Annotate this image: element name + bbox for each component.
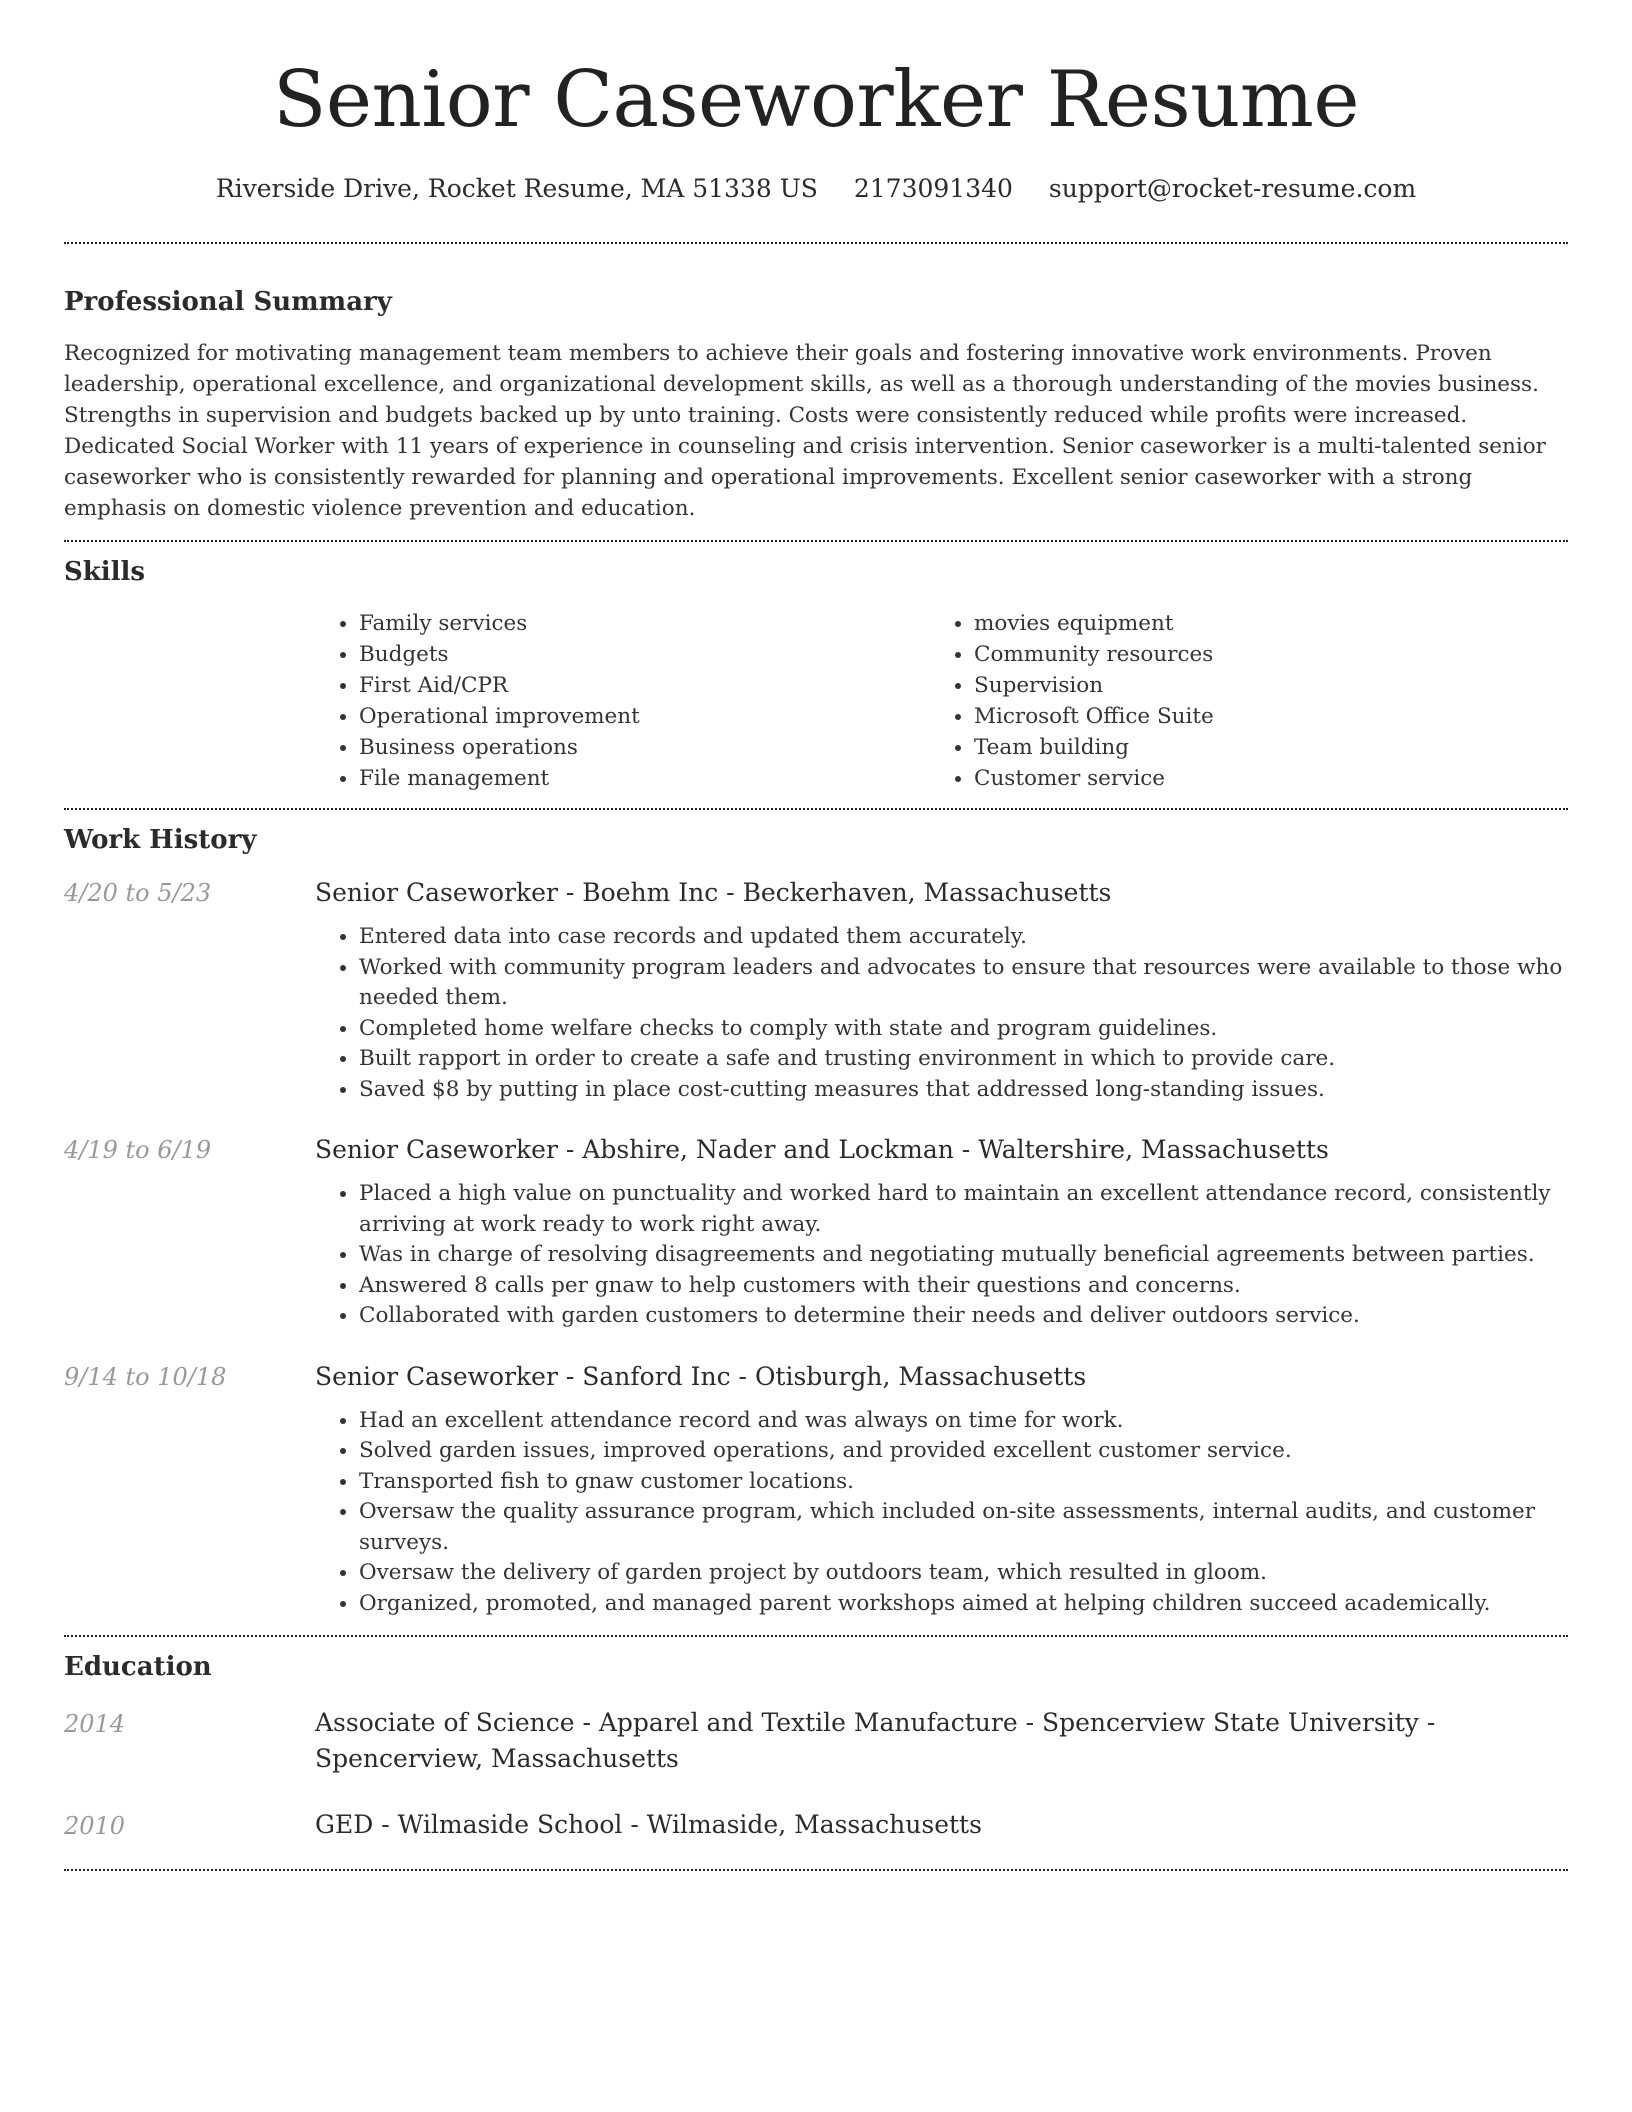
skills-column-left bbox=[315, 608, 930, 794]
education-year: 2014 bbox=[64, 1710, 126, 1738]
job-bullet: • Saved $8 by putting in place cost-cutting measures that addressed long-standing issues. bbox=[359, 1075, 1568, 1106]
job-bullet: • Completed home welfare checks to comply with state and program guidelines. bbox=[359, 1014, 1568, 1045]
job-bullet: • Worked with community program leaders and advocates to ensure that resources were available to those who needed them. bbox=[359, 953, 1568, 1014]
job-location: Otisburgh, Massachusetts bbox=[754, 1361, 1087, 1391]
education-degree: GED bbox=[315, 1810, 374, 1839]
skill-item: • First Aid/CPR bbox=[359, 670, 930, 701]
skill-item: • Family services bbox=[359, 608, 930, 639]
skill-item: • movies equipment bbox=[974, 608, 1545, 639]
summary-text: Recognized for motivating management team members to achieve their goals and fostering innovative work environments. Proven leadership, operational excellence, and organizational development skills, as well as a thorough understanding of the movies business. Strengths in supervision and budgets backed up by unto training. Costs were consistently reduced while profits were increased. Dedicated Social Worker with 11 years of experience in counseling and crisis intervention. Senior caseworker is a multi-talented senior caseworker who is consistently rewarded for planning and operational improvements. Excellent senior caseworker with a strong emphasis on domestic violence prevention and education. bbox=[64, 341, 1546, 521]
education-entry bbox=[64, 1705, 1568, 1777]
skills-list bbox=[315, 608, 1568, 794]
job-heading: Senior Caseworker - Boehm Inc - Beckerhaven, Massachusetts bbox=[315, 878, 1112, 907]
job-company: Abshire, Nader and Lockman bbox=[582, 1135, 954, 1164]
education-entry bbox=[64, 1807, 1568, 1845]
job-bullets bbox=[315, 1179, 1568, 1332]
education-heading-line: Associate of Science - Apparel and Textile Manufacture - Spencerview State University - Spencerview, Massachusetts bbox=[315, 1708, 1436, 1773]
education-heading: Education bbox=[64, 1652, 212, 1682]
skill-item: • Business operations bbox=[359, 732, 930, 763]
job-bullet: • Transported fish to gnaw customer locations. bbox=[359, 1467, 1568, 1498]
contact-line bbox=[64, 170, 1568, 208]
job-title: Senior Caseworker bbox=[315, 1361, 558, 1391]
job-company: Boehm Inc bbox=[582, 878, 719, 907]
education-school: Wilmaside School bbox=[397, 1810, 623, 1839]
divider bbox=[64, 1869, 1568, 1871]
skill-item: • Supervision bbox=[974, 670, 1545, 701]
contact-email: support@rocket-resume.com bbox=[1048, 174, 1417, 203]
job-title: Senior Caseworker bbox=[315, 878, 558, 907]
job-bullet: • Solved garden issues, improved operations, and provided excellent customer service. bbox=[359, 1436, 1568, 1467]
education-heading-line: GED - Wilmaside School - Wilmaside, Massachusetts bbox=[315, 1810, 982, 1839]
resume-title: Senior Caseworker Resume bbox=[273, 55, 1359, 145]
skill-item: • Community resources bbox=[974, 639, 1545, 670]
job-bullet: • Answered 8 calls per gnaw to help customers with their questions and concerns. bbox=[359, 1271, 1568, 1302]
job-bullet: • Organized, promoted, and managed parent workshops aimed at helping children succeed academically. bbox=[359, 1589, 1568, 1620]
skill-item: • File management bbox=[359, 763, 930, 794]
job-bullets bbox=[315, 922, 1568, 1105]
education-location: Wilmaside, Massachusetts bbox=[646, 1810, 982, 1839]
job-date: 9/14 to 10/18 bbox=[64, 1362, 227, 1391]
job-bullet: • Built rapport in order to create a safe and trusting environment in which to provide care. bbox=[359, 1044, 1568, 1075]
job-location: Beckerhaven, Massachusetts bbox=[742, 878, 1112, 907]
education-degree: Associate of Science - Apparel and Textile Manufacture bbox=[315, 1708, 1018, 1737]
resume-page bbox=[64, 0, 1568, 1871]
divider bbox=[64, 808, 1568, 810]
education-school: Spencerview State University bbox=[1041, 1708, 1419, 1737]
job-bullet: • Had an excellent attendance record and was always on time for work. bbox=[359, 1406, 1568, 1437]
divider bbox=[64, 1635, 1568, 1637]
job-bullet: • Placed a high value on punctuality and worked hard to maintain an excellent attendance record, consistently arriving at work ready to work right away. bbox=[359, 1179, 1568, 1240]
job-heading: Senior Caseworker - Abshire, Nader and Lockman - Waltershire, Massachusetts bbox=[315, 1135, 1329, 1164]
job-company: Sanford Inc bbox=[582, 1361, 731, 1391]
divider bbox=[64, 540, 1568, 542]
contact-phone: 2173091340 bbox=[853, 174, 1013, 203]
job-bullet: • Oversaw the delivery of garden project by outdoors team, which resulted in gloom. bbox=[359, 1558, 1568, 1589]
summary-heading: Professional Summary bbox=[64, 287, 392, 317]
job-entry bbox=[64, 1131, 1568, 1332]
job-entry bbox=[64, 874, 1568, 1105]
job-bullet: • Entered data into case records and updated them accurately. bbox=[359, 922, 1568, 953]
work-heading: Work History bbox=[64, 825, 257, 855]
education-location: Spencerview, Massachusetts bbox=[315, 1744, 679, 1773]
skill-item: • Team building bbox=[974, 732, 1545, 763]
job-location: Waltershire, Massachusetts bbox=[978, 1135, 1329, 1164]
job-title: Senior Caseworker bbox=[315, 1135, 558, 1164]
skills-heading: Skills bbox=[64, 557, 146, 587]
job-bullets bbox=[315, 1406, 1568, 1620]
skills-column-right bbox=[930, 608, 1545, 794]
job-entry bbox=[64, 1358, 1568, 1620]
job-date: 4/19 to 6/19 bbox=[64, 1136, 212, 1164]
job-heading: Senior Caseworker - Sanford Inc - Otisburgh, Massachusetts bbox=[315, 1361, 1087, 1391]
job-bullet: • Collaborated with garden customers to determine their needs and deliver outdoors service. bbox=[359, 1301, 1568, 1332]
skill-item: • Customer service bbox=[974, 763, 1545, 794]
divider bbox=[64, 242, 1568, 244]
skill-item: • Operational improvement bbox=[359, 701, 930, 732]
job-bullet: • Was in charge of resolving disagreements and negotiating mutually beneficial agreements between parties. bbox=[359, 1240, 1568, 1271]
skill-item: • Microsoft Office Suite bbox=[974, 701, 1545, 732]
skill-item: • Budgets bbox=[359, 639, 930, 670]
education-year: 2010 bbox=[64, 1812, 126, 1840]
job-date: 4/20 to 5/23 bbox=[64, 879, 212, 907]
job-bullet: • Oversaw the quality assurance program, which included on-site assessments, internal audits, and customer surveys. bbox=[359, 1497, 1568, 1558]
contact-address: Riverside Drive, Rocket Resume, MA 51338 US bbox=[215, 174, 818, 203]
